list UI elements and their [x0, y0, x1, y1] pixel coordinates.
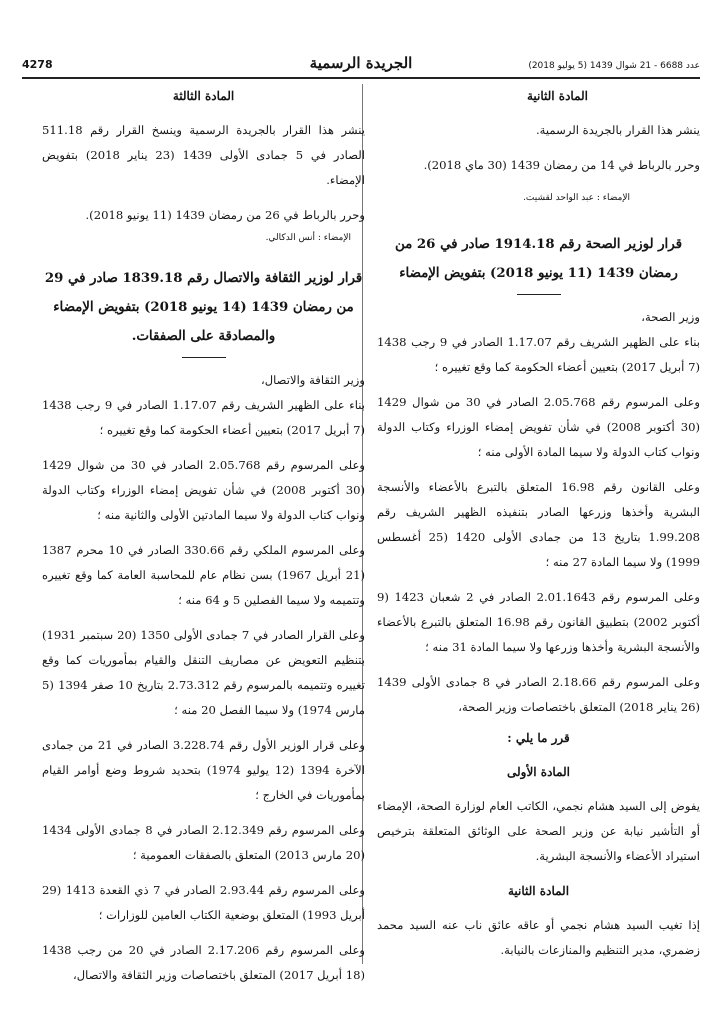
issue-info: عدد 6688 - 21 شوال 1439 (5 يوليو 2018)	[528, 61, 700, 71]
preamble-paragraph: وعلى المرسوم رقم 2.05.768 الصادر في 30 من شوال 1429 (30 أكتوبر 2008) في شأن تفويض إمضاء الوزراء وكتاب الدولة ونواب كتاب الدولة ولا سيما المادتين الأولى والثانية منه ؛	[42, 458, 365, 522]
minister-salutation: وزير الصحة،	[641, 310, 700, 324]
left-column	[42, 84, 365, 988]
preamble-paragraph: وعلى المرسوم رقم 2.05.768 الصادر في 30 من شوال 1429 (30 أكتوبر 2008) في شأن تفويض إمضاء الوزراء وكتاب الدولة ونواب كتاب الدولة ولا سيما المادة الأولى منه ؛	[377, 395, 700, 459]
decides-text: قرر ما يلي :	[507, 731, 570, 745]
article-heading: المادة الثانية	[507, 884, 570, 898]
article-heading: المادة الثانية	[526, 89, 588, 103]
article-heading: المادة الأولى	[506, 765, 571, 779]
decision-title: قرار لوزير الثقافة والاتصال رقم 1839.18 صادر في 29 من رمضان 1439 (14 يونيو 2018) بتفويض الإمضاء والمصادقة على الصفقات.	[44, 271, 363, 344]
preamble-paragraph: بناء على الظهير الشريف رقم 1.17.07 الصادر في 9 رجب 1438 (7 أبريل 2017) بتعيين أعضاء الحكومة كما وقع تغييره ؛	[42, 398, 365, 437]
article-text: يفوض إلى السيد هشام نجمي، الكاتب العام لوزارة الصحة، الإمضاء أو التأشير نيابة عن وزير الصحة على الوثائق المتعلقة بترخيص استيراد الأعضاء والأنسجة البشرية.	[377, 799, 700, 863]
gazette-title: الجريدة الرسمية	[309, 54, 413, 72]
article-text: إذا تغيب السيد هشام نجمي أو عاقه عائق ناب عنه السيد محمد زضمري، مدير التنظيم والمنازعات بالنيابة.	[377, 918, 700, 957]
signature: الإمضاء : عبد الواحد لقشيت.	[523, 193, 630, 203]
preamble-paragraph: وعلى القانون رقم 16.98 المتعلق بالتبرع بالأعضاء والأنسجة البشرية وأخذها وزرعها الصادر بتنفيذه الظهير الشريف رقم 1.99.208 بتاريخ 13 من جمادى الأولى 1420 (25 أغسطس 1999) ولا سيما المادة 27 منه ؛	[377, 480, 700, 569]
page-header	[22, 56, 700, 78]
preamble-paragraph: وعلى المرسوم رقم 2.17.206 الصادر في 20 من رجب 1438 (18 أبريل 2017) المتعلق باختصاصات وزير الثقافة والاتصال،	[42, 943, 365, 982]
preamble-paragraph: وعلى المرسوم رقم 2.18.66 الصادر في 8 جمادى الأولى 1439 (26 يناير 2018) المتعلق باختصاصات وزير الصحة،	[377, 675, 700, 714]
minister-salutation: وزير الثقافة والاتصال،	[260, 373, 365, 387]
right-column	[377, 84, 700, 963]
section-divider	[517, 294, 561, 295]
preamble-paragraph: وعلى المرسوم رقم 2.12.349 الصادر في 8 جمادى الأولى 1434 (20 مارس 2013) المتعلق بالصفقات العمومية ؛	[42, 823, 365, 862]
signature: الإمضاء : أنس الدكالي.	[265, 233, 351, 243]
preamble-paragraph: بناء على الظهير الشريف رقم 1.17.07 الصادر في 9 رجب 1438 (7 أبريل 2017) بتعيين أعضاء الحكومة كما وقع تغييره ؛	[377, 335, 700, 374]
article-heading: المادة الثالثة	[172, 89, 235, 103]
preamble-paragraph: وعلى المرسوم رقم 2.01.1643 الصادر في 2 شعبان 1423 (9 أكتوبر 2002) بتطبيق القانون رقم 16.98 المتعلق بالتبرع بالأعضاء والأنسجة البشرية وأخذها وزرعها ولا سيما المادة 31 منه ؛	[377, 590, 700, 654]
preamble-paragraph: وعلى قرار الوزير الأول رقم 3.228.74 الصادر في 21 من جمادى الآخرة 1394 (12 يوليو 1974) بتحديد شروط وضع أوامر القيام بمأموريات في الخارج ؛	[42, 738, 366, 802]
header-divider	[22, 77, 700, 79]
page-number: 4278	[22, 58, 53, 71]
section-divider	[182, 357, 226, 358]
decision-title: قرار لوزير الصحة رقم 1914.18 صادر في 26 من رمضان 1439 (11 يونيو 2018) بتفويض الإمضاء	[395, 237, 682, 281]
article-text: ينشر هذا القرار بالجريدة الرسمية وينسخ القرار رقم 511.18 الصادر في 5 جمادى الأولى 1439 (23 يناير 2018) بتفويض الإمضاء.	[42, 123, 365, 187]
preamble-paragraph: وعلى المرسوم الملكي رقم 330.66 الصادر في 10 محرم 1387 (21 أبريل 1967) بسن نظام عام للمحاسبة العامة كما وقع تغييره وتتميمه ولا سيما الفصلين 5 و 64 منه ؛	[42, 543, 366, 607]
article-text: ينشر هذا القرار بالجريدة الرسمية.	[536, 123, 700, 137]
done-at-text: وحرر بالرباط في 14 من رمضان 1439 (30 ماي 2018).	[423, 158, 700, 172]
preamble-paragraph: وعلى القرار الصادر في 7 جمادى الأولى 1350 (20 سبتمبر 1931) بتنظيم التعويض عن مصاريف التنقل والقيام بمأموريات كما وقع تغييره وتتميمه بالمرسوم رقم 2.73.312 بتاريخ 10 صفر 1394 (5 مارس 1974) ولا سيما الفصل 20 منه ؛	[42, 628, 365, 717]
preamble-paragraph: وعلى المرسوم رقم 2.93.44 الصادر في 7 ذي القعدة 1413 (29 أبريل 1993) المتعلق بوضعية الكتاب العامين للوزارات ؛	[42, 883, 365, 922]
done-at-text: وحرر بالرباط في 26 من رمضان 1439 (11 يونيو 2018).	[85, 208, 365, 222]
